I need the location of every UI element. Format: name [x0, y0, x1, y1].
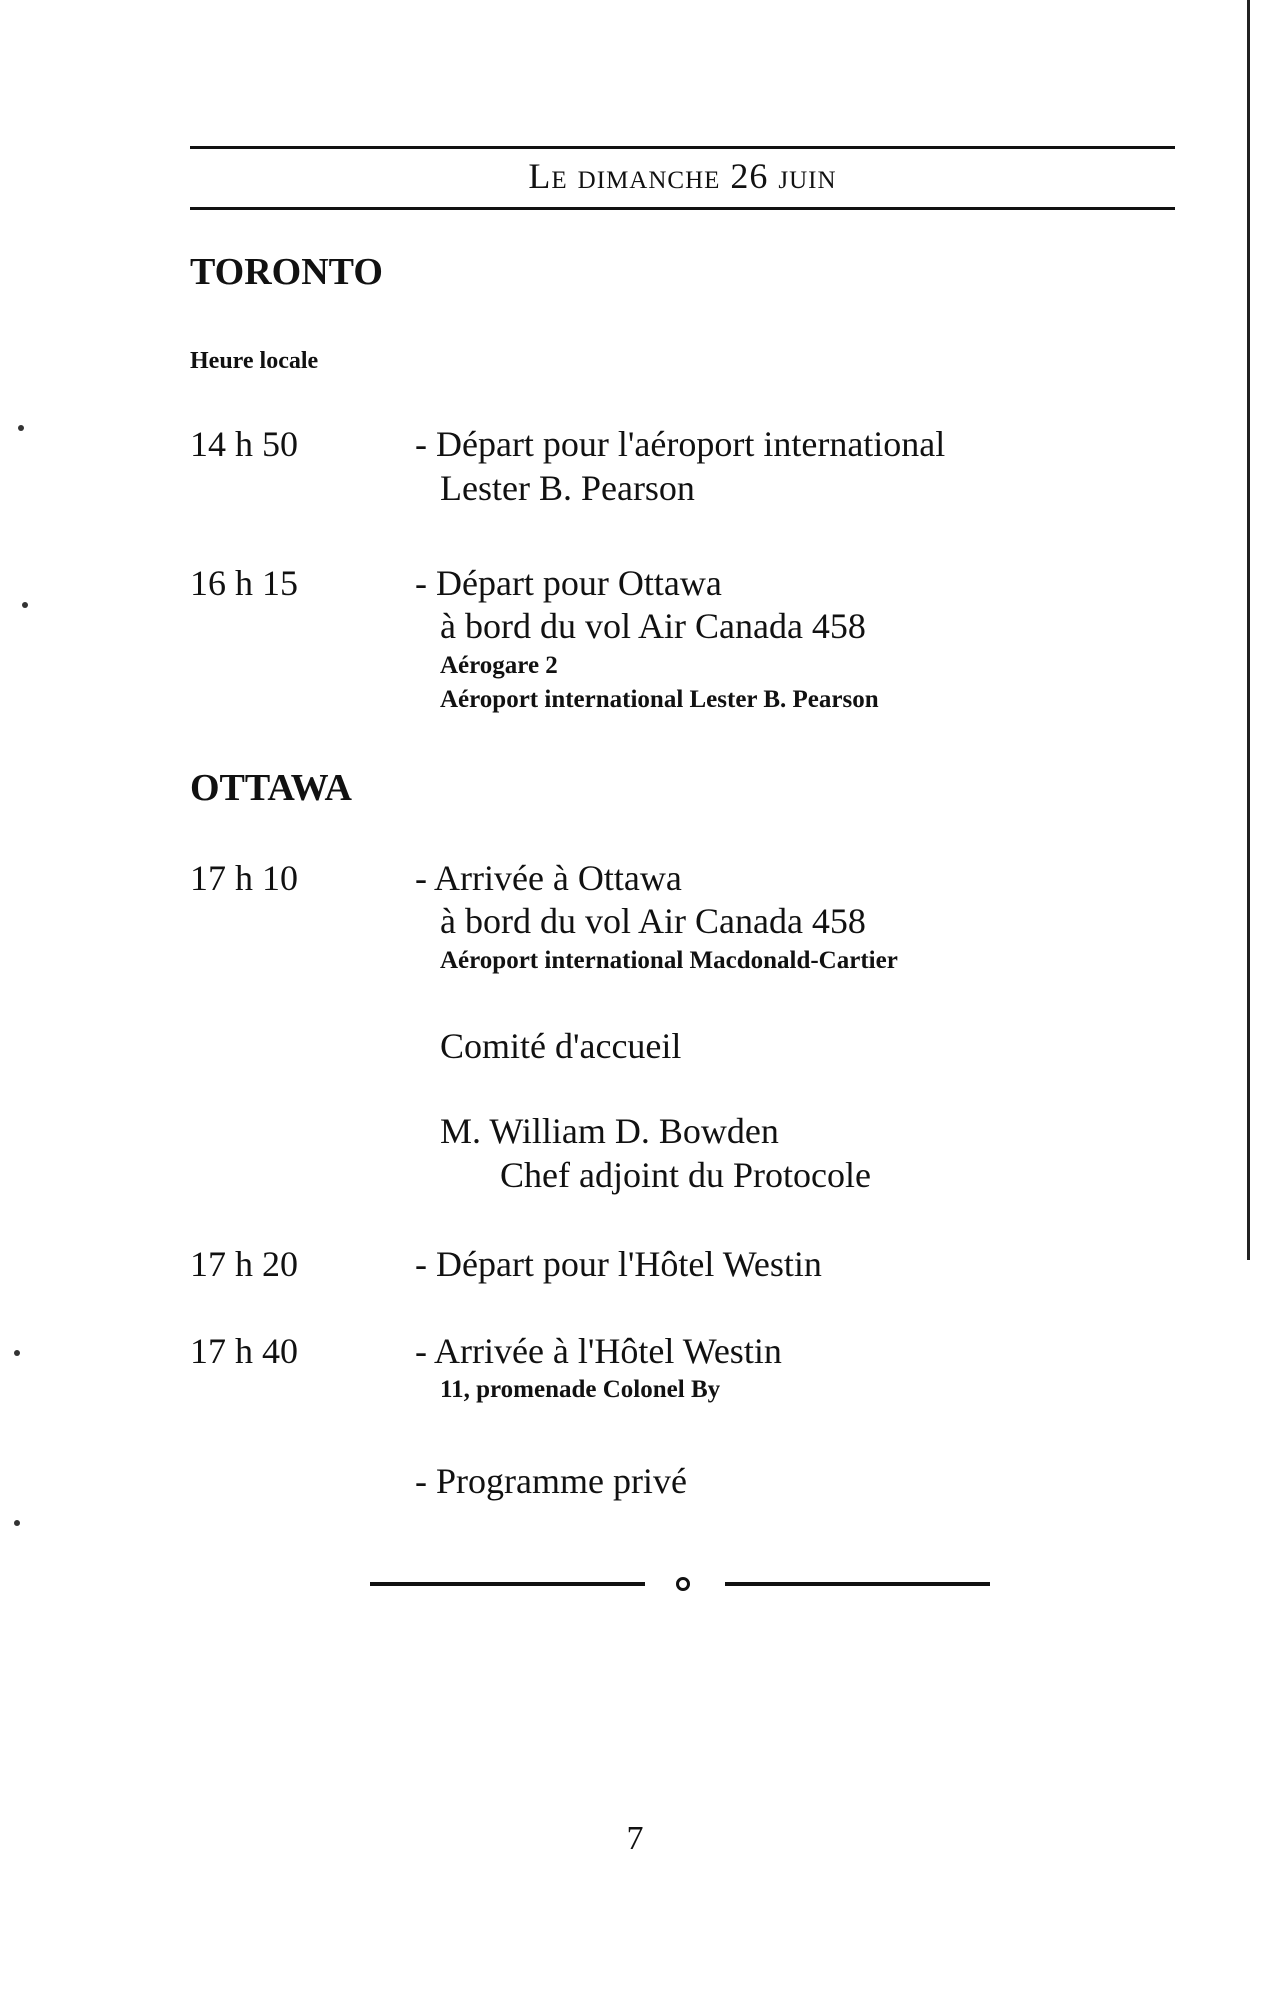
- schedule-detail: Aéroport international Macdonald-Cartier: [440, 947, 898, 974]
- schedule-line: - Arrivée à Ottawa: [415, 858, 682, 898]
- divider-bar-right: [725, 1582, 990, 1586]
- committee-member-name: M. William D. Bowden: [440, 1111, 779, 1151]
- schedule-time: 17 h 10: [190, 858, 298, 898]
- scan-speck: [18, 425, 24, 431]
- header-rule-bottom: [190, 207, 1175, 210]
- schedule-line: - Départ pour Ottawa: [415, 563, 722, 603]
- schedule-line: - Arrivée à l'Hôtel Westin: [415, 1331, 782, 1371]
- scan-speck: [14, 1350, 20, 1356]
- page-title: Le dimanche 26 juin: [528, 156, 837, 196]
- schedule-line: - Départ pour l'aéroport international: [415, 424, 946, 464]
- committee-member-title: Chef adjoint du Protocole: [500, 1155, 871, 1195]
- schedule-time: 14 h 50: [190, 424, 298, 464]
- schedule-line: à bord du vol Air Canada 458: [440, 606, 866, 646]
- schedule-time: 16 h 15: [190, 563, 298, 603]
- local-time-label: Heure locale: [190, 348, 319, 374]
- schedule-line: Lester B. Pearson: [440, 468, 695, 508]
- section-title-toronto: TORONTO: [190, 251, 383, 293]
- page-number: 7: [626, 1820, 644, 1857]
- committee-label: Comité d'accueil: [440, 1026, 682, 1066]
- schedule-detail: Aéroport international Lester B. Pearson: [440, 686, 879, 713]
- divider-dot-icon: [676, 1577, 690, 1591]
- section-title-ottawa: OTTAWA: [190, 767, 352, 809]
- scan-speck: [22, 602, 28, 608]
- ornamental-divider: [370, 1574, 990, 1594]
- schedule-time: 17 h 40: [190, 1331, 298, 1371]
- header-rule-top: [190, 146, 1175, 149]
- schedule-line: à bord du vol Air Canada 458: [440, 901, 866, 941]
- schedule-time: 17 h 20: [190, 1244, 298, 1284]
- schedule-detail: Aérogare 2: [440, 652, 558, 679]
- schedule-line: - Programme privé: [415, 1461, 687, 1501]
- page-edge-border: [1247, 0, 1250, 1260]
- scan-speck: [14, 1520, 20, 1526]
- schedule-line: - Départ pour l'Hôtel Westin: [415, 1244, 822, 1284]
- divider-bar-left: [370, 1582, 645, 1586]
- schedule-detail: 11, promenade Colonel By: [440, 1376, 721, 1403]
